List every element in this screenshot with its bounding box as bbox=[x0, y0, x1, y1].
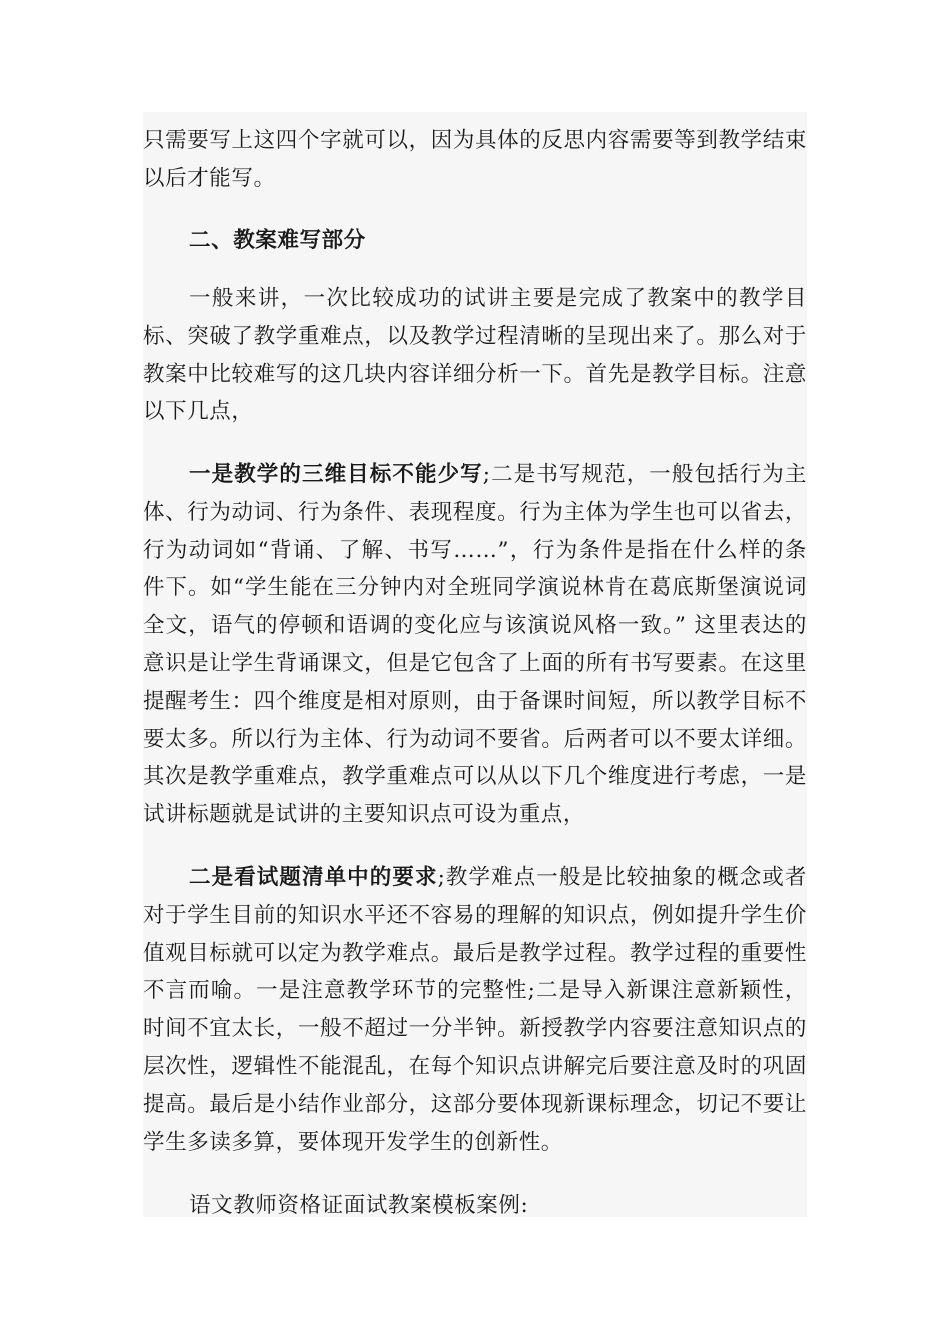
point-two-paragraph bbox=[143, 859, 807, 1161]
continuation-paragraph: 只需要写上这四个字就可以，因为具体的反思内容需要等到教学结束以后才能写。 bbox=[143, 128, 807, 191]
point-one-bold: 一是教学的三维目标不能少写 bbox=[189, 462, 483, 487]
document-text-block bbox=[143, 112, 807, 1217]
point-one-paragraph bbox=[143, 456, 807, 834]
section-heading: 二、教案难写部分 bbox=[189, 228, 366, 253]
example-intro-paragraph: 语文教师资格证面试教案模板案例: bbox=[189, 1193, 529, 1218]
point-two-body: ;教学难点一般是比较抽象的概念或者对于学生目前的知识水平还不容易的理解的知识点，例如提升学生价值观目标就可以定为教学难点。最后是教学过程。教学过程的重要性不言而喻。一是注意教学环节的完整性;二是导入新课注意新颖性，时间不宜太长，一般不超过一分半钟。新授教学内容要注意知识点的层次性，逻辑性不能混乱，在每个知识点讲解完后要注意及时的巩固提高。最后是小结作业部分，这部分要体现新课标理念，切记不要让学生多读多算，要体现开发学生的创新性。 bbox=[143, 865, 807, 1155]
point-one-body: ;二是书写规范，一般包括行为主体、行为动词、行为条件、表现程度。行为主体为学生也可以省去，行为动词如“背诵、了解、书写……”，行为条件是指在什么样的条件下。如“学生能在三分钟内对全班同学演说林肯在葛底斯堡演说词全文，语气的停顿和语调的变化应与该演说风格一致。” 这里表达的意识是让学生背诵课文，但是它包含了上面的所有书写要素。在这里提醒考生：四个维度是相对原则，由于备课时间短，所以教学目标不要太多。所以行为主体、行为动词不要省。后两者可以不要太详细。 其次是教学重难点，教学重难点可以从以下几个维度进行考虑，一是试讲标题就是试讲的主要知识点可设为重点， bbox=[143, 462, 807, 828]
intro-paragraph: 一般来讲，一次比较成功的试讲主要是完成了教案中的教学目标、突破了教学重难点，以及教学过程清晰的呈现出来了。那么对于教案中比较难写的这几块内容详细分析一下。首先是教学目标。注意以下几点， bbox=[143, 286, 807, 425]
point-two-bold: 二是看试题清单中的要求 bbox=[189, 865, 438, 890]
